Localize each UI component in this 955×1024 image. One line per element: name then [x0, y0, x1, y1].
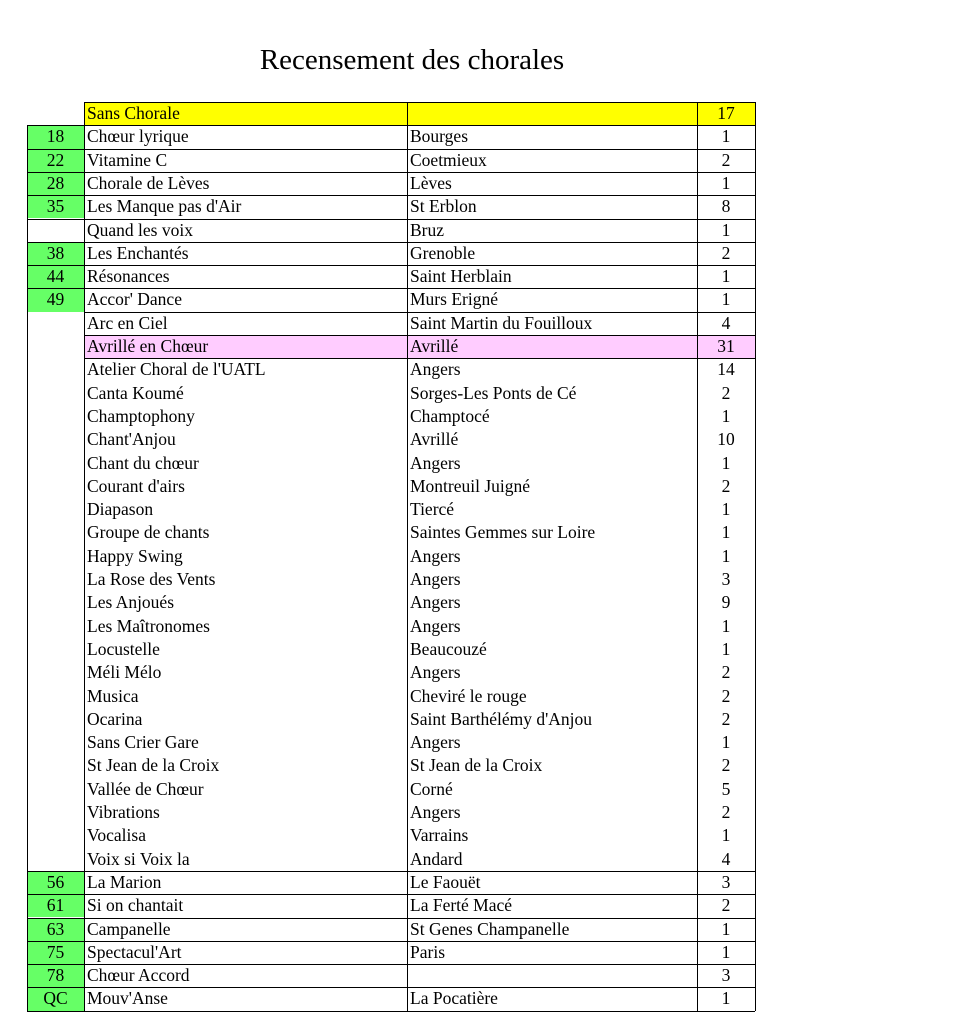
- choir-name-cell: Canta Koumé: [87, 382, 184, 403]
- table-row: [27, 521, 755, 544]
- dept-cell: QC: [27, 987, 84, 1010]
- table-row: [27, 964, 755, 987]
- count-cell: 5: [721, 778, 731, 799]
- count-cell: 9: [721, 592, 731, 613]
- grid-line: [84, 358, 755, 359]
- city-cell: Sorges-Les Ponts de Cé: [410, 382, 577, 403]
- grid-line: [27, 941, 755, 942]
- dept-cell: [27, 824, 84, 847]
- table-row: [27, 824, 755, 847]
- dept-cell: [27, 661, 84, 684]
- count-cell: 3: [721, 965, 731, 986]
- choir-name-cell: Groupe de chants: [87, 522, 210, 543]
- city-cell: Angers: [410, 359, 461, 380]
- city-cell: Saint Barthélémy d'Anjou: [410, 708, 593, 729]
- dept-cell: [27, 358, 84, 381]
- count-cell: 1: [721, 499, 731, 520]
- grid-line: [27, 288, 755, 289]
- city-cell: Bourges: [410, 126, 469, 147]
- table-row: [27, 195, 755, 218]
- table-row: [27, 102, 755, 125]
- count-cell: 2: [721, 149, 731, 170]
- choir-name-cell: Atelier Choral de l'UATL: [87, 359, 266, 380]
- choir-name-cell: Si on chantait: [87, 895, 184, 916]
- count-cell: 1: [721, 289, 731, 310]
- count-cell: 1: [721, 615, 731, 636]
- grid-line: [27, 125, 28, 1010]
- table-row: [27, 265, 755, 288]
- count-cell: 1: [721, 918, 731, 939]
- table-row: [27, 778, 755, 801]
- count-cell: 1: [721, 732, 731, 753]
- table-row: [27, 987, 755, 1010]
- table-row: [27, 661, 755, 684]
- city-cell: Tiercé: [410, 499, 455, 520]
- count-cell: 3: [721, 871, 731, 892]
- count-cell: 1: [721, 638, 731, 659]
- table-row: [27, 941, 755, 964]
- table-row: [27, 172, 755, 195]
- city-cell: Saintes Gemmes sur Loire: [410, 522, 596, 543]
- dept-cell: [27, 428, 84, 451]
- dept-cell: [27, 475, 84, 498]
- table-row: [27, 638, 755, 661]
- city-cell: Paris: [410, 941, 445, 962]
- count-cell: 2: [721, 755, 731, 776]
- dept-cell: [27, 521, 84, 544]
- dept-cell: [27, 754, 84, 777]
- dept-cell: [27, 312, 84, 335]
- grid-line: [27, 1011, 755, 1012]
- table-row: [27, 219, 755, 242]
- table-row: [27, 358, 755, 381]
- table-row: [27, 754, 755, 777]
- city-cell: St Jean de la Croix: [410, 755, 543, 776]
- count-cell: 1: [721, 126, 731, 147]
- choir-name-cell: Chœur lyrique: [87, 126, 189, 147]
- choir-name-cell: Champtophony: [87, 405, 195, 426]
- count-cell: 2: [721, 708, 731, 729]
- choir-name-cell: Voix si Voix la: [87, 848, 190, 869]
- count-cell: 14: [717, 359, 735, 380]
- count-cell: 1: [721, 825, 731, 846]
- table-row: [27, 125, 755, 148]
- dept-cell: [27, 382, 84, 405]
- count-cell: 1: [721, 988, 731, 1009]
- choir-name-cell: Campanelle: [87, 918, 171, 939]
- choir-name-cell: Chant'Anjou: [87, 429, 176, 450]
- dept-cell: 75: [27, 941, 84, 964]
- table-row: [27, 685, 755, 708]
- choir-name-cell: St Jean de la Croix: [87, 755, 220, 776]
- table-row: [27, 452, 755, 475]
- city-cell: Avrillé: [407, 335, 697, 358]
- choir-name-cell: La Marion: [87, 871, 162, 892]
- table-row: [27, 615, 755, 638]
- count-cell: 10: [717, 429, 735, 450]
- city-cell: Corné: [410, 778, 453, 799]
- dept-cell: [27, 452, 84, 475]
- choir-name-cell: Vibrations: [87, 802, 160, 822]
- city-cell: Champtocé: [410, 405, 490, 426]
- dept-cell: [27, 102, 84, 125]
- dept-cell: [27, 638, 84, 661]
- city-cell: Angers: [410, 569, 461, 589]
- count-cell: 8: [721, 196, 731, 217]
- dept-cell: 38: [27, 242, 84, 265]
- city-cell: Varrains: [410, 825, 469, 846]
- dept-cell: 56: [27, 871, 84, 894]
- count-cell: 2: [721, 685, 731, 706]
- dept-cell: [27, 405, 84, 428]
- choir-name-cell: La Rose des Vents: [87, 569, 216, 589]
- count-cell: 4: [721, 848, 731, 869]
- city-cell: [407, 102, 697, 125]
- choir-name-cell: Chant du chœur: [87, 452, 199, 473]
- choir-name-cell: Quand les voix: [87, 219, 193, 240]
- choir-name-cell: Chorale de Lèves: [87, 172, 210, 193]
- dept-cell: 44: [27, 265, 84, 288]
- city-cell: Angers: [410, 662, 461, 683]
- count-cell: 2: [721, 475, 731, 496]
- city-cell: Angers: [410, 545, 461, 566]
- table-row: [27, 591, 755, 614]
- count-cell: 2: [721, 382, 731, 403]
- table-row: [27, 848, 755, 871]
- dept-cell: [27, 778, 84, 801]
- choir-name-cell: Diapason: [87, 499, 154, 520]
- grid-line: [27, 149, 755, 150]
- grid-line: [27, 242, 755, 243]
- choir-name-cell: Les Maîtronomes: [87, 615, 210, 636]
- table-row: [27, 335, 755, 358]
- choir-name-cell: Ocarina: [87, 708, 143, 729]
- table-row: [27, 475, 755, 498]
- page-title: Recensement des chorales: [259, 44, 565, 76]
- dept-cell: 78: [27, 964, 84, 987]
- count-cell: 31: [697, 335, 755, 358]
- grid-line: [27, 987, 755, 988]
- table-row: [27, 405, 755, 428]
- count-cell: 2: [721, 242, 731, 263]
- dept-cell: [27, 615, 84, 638]
- dept-cell: [27, 219, 84, 242]
- count-cell: 1: [721, 219, 731, 240]
- city-cell: La Pocatière: [410, 988, 498, 1009]
- grid-line: [27, 871, 755, 872]
- grid-line: [27, 265, 755, 266]
- city-cell: Montreuil Juigné: [410, 475, 531, 496]
- dept-cell: 18: [27, 125, 84, 148]
- dept-cell: [27, 848, 84, 871]
- count-cell: 1: [721, 545, 731, 566]
- city-cell: Bruz: [410, 219, 445, 240]
- city-cell: [407, 964, 697, 987]
- table-row: [27, 382, 755, 405]
- table-row: [27, 568, 755, 591]
- count-cell: 2: [721, 895, 731, 916]
- dept-cell: [27, 591, 84, 614]
- table-row: [27, 894, 755, 917]
- dept-cell: [27, 545, 84, 568]
- dept-cell: [27, 708, 84, 731]
- city-cell: La Ferté Macé: [410, 895, 513, 916]
- choir-name-cell: Sans Chorale: [84, 102, 407, 125]
- city-cell: Angers: [410, 452, 461, 473]
- grid-line: [27, 172, 755, 173]
- choir-name-cell: Happy Swing: [87, 545, 183, 566]
- city-cell: Saint Martin du Fouilloux: [410, 312, 593, 333]
- dept-cell: 28: [27, 172, 84, 195]
- choir-name-cell: Méli Mélo: [87, 662, 162, 683]
- count-cell: 3: [721, 569, 731, 589]
- city-cell: Andard: [410, 848, 463, 869]
- count-cell: 2: [721, 662, 731, 683]
- table-row: [27, 918, 755, 941]
- choir-name-cell: Musica: [87, 685, 139, 706]
- city-cell: Avrillé: [410, 429, 459, 450]
- choir-name-cell: Les Manque pas d'Air: [87, 196, 242, 217]
- city-cell: Angers: [410, 732, 461, 753]
- table-row: [27, 149, 755, 172]
- count-cell: 17: [697, 102, 755, 125]
- choir-name-cell: Chœur Accord: [87, 965, 190, 986]
- grid-line: [84, 102, 85, 1011]
- choir-name-cell: Sans Crier Gare: [87, 732, 199, 753]
- city-cell: Angers: [410, 615, 461, 636]
- dept-cell: 63: [27, 918, 84, 941]
- choir-name-cell: Spectacul'Art: [87, 941, 182, 962]
- count-cell: 4: [721, 312, 731, 333]
- grid-line: [84, 335, 755, 336]
- count-cell: 1: [721, 941, 731, 962]
- city-cell: Le Faouët: [410, 871, 481, 892]
- table-row: [27, 708, 755, 731]
- dept-cell: [27, 568, 84, 591]
- count-cell: 1: [721, 452, 731, 473]
- city-cell: Beaucouzé: [410, 638, 487, 659]
- grid-line: [407, 102, 408, 1011]
- table-row: [27, 801, 755, 824]
- dept-cell: 35: [27, 195, 84, 218]
- dept-cell: [27, 685, 84, 708]
- dept-cell: 22: [27, 149, 84, 172]
- choir-name-cell: Résonances: [87, 266, 170, 287]
- grid-line: [697, 102, 698, 1011]
- choir-name-cell: Vitamine C: [87, 149, 168, 170]
- count-cell: 1: [721, 522, 731, 543]
- city-cell: Murs Erigné: [410, 289, 498, 310]
- grid-line: [84, 312, 755, 313]
- table-row: [27, 312, 755, 335]
- city-cell: Saint Herblain: [410, 266, 512, 287]
- grid-line: [27, 918, 755, 919]
- city-cell: St Erblon: [410, 196, 477, 217]
- city-cell: Angers: [410, 802, 461, 822]
- choir-name-cell: Avrillé en Chœur: [84, 335, 407, 358]
- city-cell: Angers: [410, 592, 461, 613]
- choir-name-cell: Courant d'airs: [87, 475, 185, 496]
- city-cell: St Genes Champanelle: [410, 918, 570, 939]
- grid-line: [84, 102, 755, 103]
- choir-name-cell: Accor' Dance: [87, 289, 182, 310]
- city-cell: Cheviré le rouge: [410, 685, 527, 706]
- dept-cell: [27, 335, 84, 358]
- count-cell: 1: [721, 266, 731, 287]
- city-cell: Grenoble: [410, 242, 476, 263]
- choir-name-cell: Vallée de Chœur: [87, 778, 204, 799]
- table-row: [27, 545, 755, 568]
- table-row: [27, 871, 755, 894]
- choir-name-cell: Vocalisa: [87, 825, 146, 846]
- count-cell: 2: [721, 802, 731, 822]
- dept-cell: [27, 801, 84, 824]
- choir-name-cell: Arc en Ciel: [87, 312, 168, 333]
- grid-line: [27, 894, 755, 895]
- grid-line: [27, 964, 755, 965]
- choir-name-cell: Les Anjoués: [87, 592, 175, 613]
- dept-cell: 49: [27, 288, 84, 311]
- grid-line: [755, 102, 756, 1011]
- dept-cell: [27, 498, 84, 521]
- choir-name-cell: Mouv'Anse: [87, 988, 168, 1009]
- table-row: [27, 288, 755, 311]
- dept-cell: [27, 731, 84, 754]
- table-row: [27, 731, 755, 754]
- city-cell: Lèves: [410, 172, 452, 193]
- dept-cell: 61: [27, 894, 84, 917]
- table-row: [27, 428, 755, 451]
- choir-name-cell: Les Enchantés: [87, 242, 189, 263]
- count-cell: 1: [721, 405, 731, 426]
- table-row: [27, 498, 755, 521]
- city-cell: Coetmieux: [410, 149, 487, 170]
- grid-line: [27, 125, 755, 126]
- grid-line: [27, 219, 755, 220]
- table-row: [27, 242, 755, 265]
- count-cell: 1: [721, 172, 731, 193]
- grid-line: [27, 195, 755, 196]
- choir-name-cell: Locustelle: [87, 638, 160, 659]
